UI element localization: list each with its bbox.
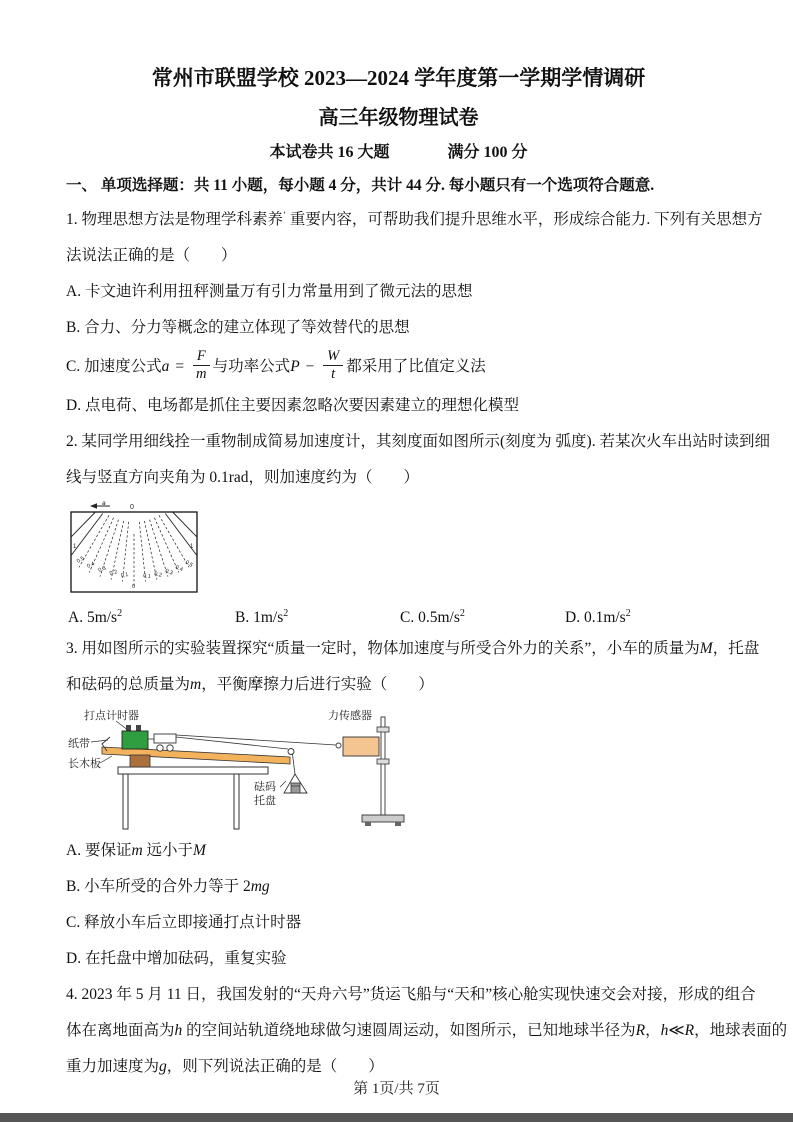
direction-arrowhead-icon <box>90 503 97 509</box>
weight <box>291 783 300 793</box>
q3-stem-line1: 3. 用如图所示的实验装置探究“质量一定时，物体加速度与所受合外力的关系”，小车的质量为M，托盘 <box>66 640 760 657</box>
board-label: 长木板 <box>68 758 101 770</box>
page-indicator: 第 1页/共 7页 <box>353 1081 440 1097</box>
sensor-label: 力传感器 <box>328 710 372 722</box>
q4-stem-line2: 体在离地面高为h 的空间站轨道绕地球做匀速圆周运动，如图所示，已知地球半径为R，h≪R，地球表面的 <box>66 1022 788 1039</box>
q1-eq-sign-2: − <box>304 358 316 375</box>
q3-option-a: A. 要保证m 远小于M <box>66 842 206 859</box>
stand-clamp-upper <box>377 727 389 732</box>
stand-clamp-lower <box>377 759 389 764</box>
tray-label-pointer <box>280 781 286 787</box>
svg-text:0: 0 <box>132 584 136 590</box>
q2-accelerometer-scale-figure <box>68 500 200 596</box>
meta-total-score: 满分 100 分 <box>447 144 528 161</box>
q2-top-zero-label: 0 <box>130 504 134 511</box>
q2-arrow-label: a <box>102 500 106 507</box>
bottom-bar <box>0 1113 793 1122</box>
q3-option-b: B. 小车所受的合外力等于 2mg <box>66 878 270 895</box>
q2-option-c: C. $0.5m/s^2$ <box>400 608 465 627</box>
support-block <box>130 755 150 767</box>
table-top <box>118 767 268 774</box>
q2-option-b: B. $1m/s^2$ <box>235 608 289 627</box>
q1-eq-sign-1: = <box>174 358 185 375</box>
board-label-pointer <box>100 756 112 763</box>
q1-option-a: A. 卡文迪许利用扭秤测量万有引力常量用到了微元法的思想 <box>66 283 473 300</box>
svg-text:0.5: 0.5 <box>183 559 194 569</box>
q1-stem-line1: 1. 物理思想方法是物理学科素养$^ʼ$ 重要内容，可帮助我们提升思维水平，形成综合能力. 下列有关思想方 <box>66 209 763 228</box>
sensor-hook <box>336 743 341 748</box>
svg-text:0.5: 0.5 <box>75 555 86 565</box>
q4-stem-line3: 重力加速度为g，则下列说法正确的是（ ） <box>66 1058 384 1075</box>
tray-label-line1: 砝码 <box>254 781 276 793</box>
cart-body <box>154 734 176 743</box>
stand-foot-1 <box>365 822 371 826</box>
svg-text:0.4: 0.4 <box>174 564 184 574</box>
q1-option-c-middle: 与功率公式 <box>212 358 291 375</box>
q2-options-row <box>66 596 731 631</box>
scale-dashed-rays <box>79 515 189 586</box>
section1-heading: 一、 单项选择题：共 11 小题，每小题 4 分，共计 44 分. 每小题只有一个选项符合题意. <box>66 177 655 194</box>
tray-label-line2: 托盘 <box>254 795 276 807</box>
pulley <box>288 749 294 755</box>
stand-foot-2 <box>395 822 401 826</box>
string-to-sensor <box>176 735 336 745</box>
q1-option-c-suffix: 都采用了比值定义法 <box>346 358 486 375</box>
q1-option-c <box>66 346 731 388</box>
table-leg-left <box>123 774 128 829</box>
force-sensor-box <box>343 737 379 756</box>
svg-text:0.2: 0.2 <box>153 571 163 579</box>
q3-option-d: D. 在托盘中增加砝码，重复实验 <box>66 950 287 967</box>
q3-apparatus-figure <box>66 707 418 831</box>
q2-option-a: A. $5m/s^2$ <box>68 608 123 627</box>
table-leg-right <box>234 774 239 829</box>
q2-stem-line2: 线与竖直方向夹角为 0.1rad，则加速度约为（ ） <box>66 469 420 486</box>
svg-text:0.3: 0.3 <box>97 565 107 574</box>
q1-option-b: B. 合力、分力等概念的建立体现了等效替代的思想 <box>66 319 410 336</box>
exam-title: 常州市联盟学校 2023—2024 学年度第一学期学情调研 <box>151 66 646 90</box>
scale-tick-labels <box>73 544 194 590</box>
stand-base <box>362 815 404 822</box>
q1-var-a: a <box>161 358 170 375</box>
svg-text:0.4: 0.4 <box>86 561 96 570</box>
svg-text:0.1: 0.1 <box>120 571 129 579</box>
q1-var-P: P <box>290 358 300 375</box>
svg-text:0.2: 0.2 <box>109 569 118 577</box>
tape-label: 纸带 <box>68 738 90 750</box>
exam-meta <box>66 140 731 166</box>
svg-text:1: 1 <box>73 544 77 550</box>
q3-option-c: C. 释放小车后立即接通打点计时器 <box>66 914 302 931</box>
svg-text:0.3: 0.3 <box>164 568 174 577</box>
q2-option-d: D. $0.1m/s^2$ <box>565 608 631 627</box>
q1-option-d: D. 点电荷、电场都是抓住主要因素忽略次要因素建立的理想化模型 <box>66 397 519 414</box>
q1-fraction-W-over-t: $\frac{W}{t}$ <box>323 348 343 382</box>
q4-stem-line1: 4. 2023 年 5 月 11 日，我国发射的“天舟六号”货运飞船与“天和”核心舱实现快速交会对接，形成的组合 <box>66 986 756 1003</box>
cart-wheel-1 <box>157 745 163 751</box>
string-to-tray <box>293 755 296 775</box>
q1-stem-line2: 法说法正确的是（ ） <box>66 247 237 264</box>
svg-text:1: 1 <box>190 544 194 550</box>
q2-stem-line1: 2. 某同学用细线拴一重物制成简易加速度计，其刻度面如图所示(刻度为 弧度). 若某次火车出站时读到细 <box>66 433 770 450</box>
q1-option-c-prefix: C. 加速度公式 <box>66 358 162 375</box>
q3-stem-line2: 和砝码的总质量为m，平衡摩擦力后进行实验（ ） <box>66 676 434 693</box>
meta-question-count: 本试卷共 16 大题 <box>269 144 390 161</box>
timer-label: 打点计时器 <box>84 710 139 722</box>
exam-subtitle: 高三年级物理试卷 <box>318 107 479 129</box>
q1-fraction-F-over-m: $\frac{F}{m}$ <box>193 348 210 382</box>
timer-box <box>122 731 148 749</box>
svg-text:0.1: 0.1 <box>142 573 152 581</box>
cart-wheel-2 <box>167 745 173 751</box>
